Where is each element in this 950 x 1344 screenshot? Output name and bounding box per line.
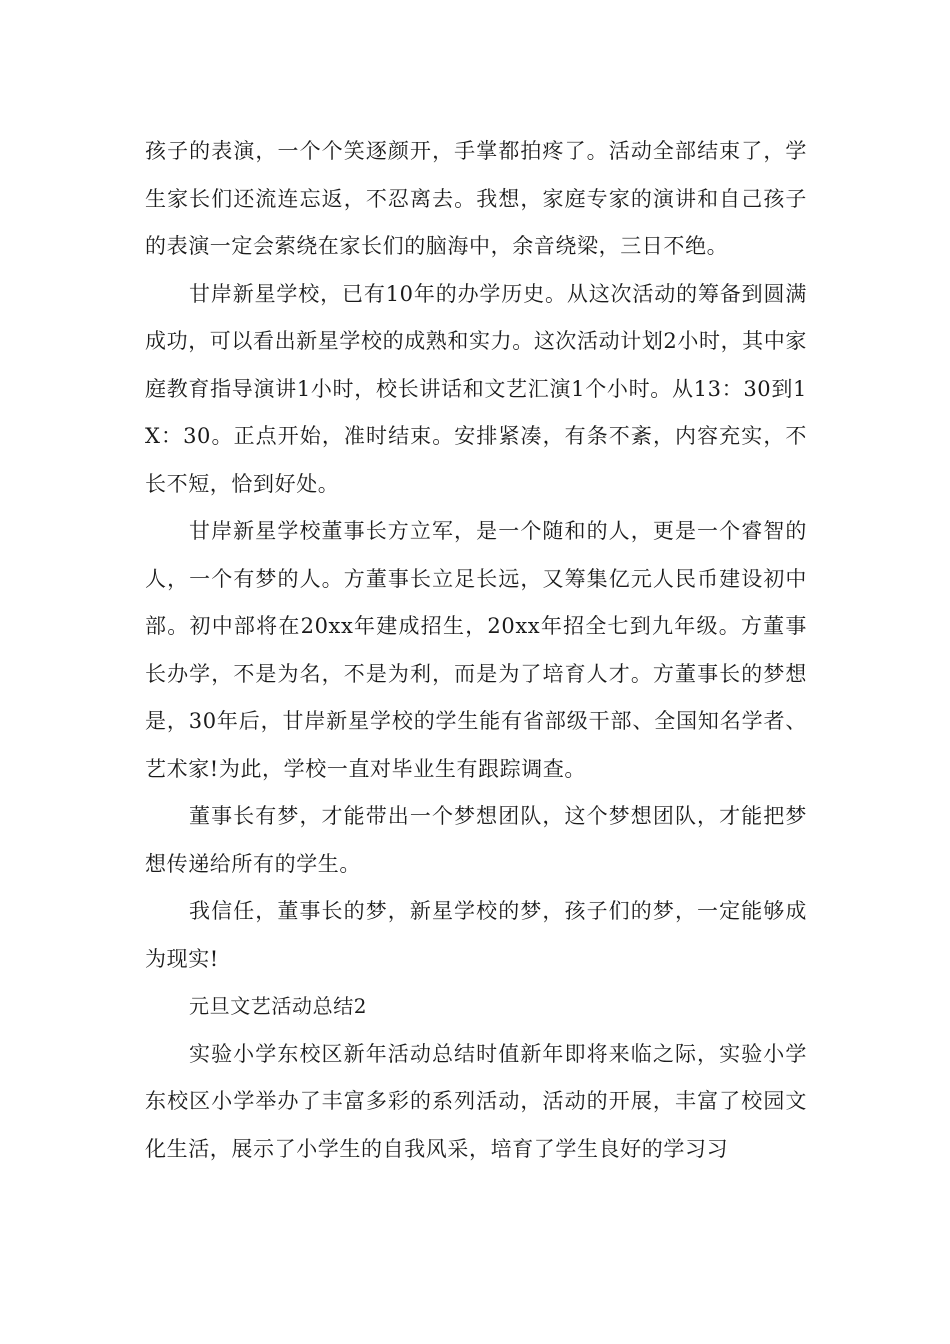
- section-heading: 元旦文艺活动总结2: [189, 994, 368, 1018]
- paragraph-2: 甘岸新星学校，已有10年的办学历史。从这次活动的筹备到圆满成功，可以看出新星学校的成熟和实力。这次活动计划2小时，其中家庭教育指导演讲1小时，校长讲话和文艺汇演1个小时。从13：30到1X：30。正点开始，准时结束。安排紧凑，有条不紊，内容充实，不长不短，恰到好处。: [145, 281, 807, 496]
- paragraph-6: 实验小学东校区新年活动总结时值新年即将来临之际，实验小学东校区小学举办了丰富多彩的系列活动，活动的开展，丰富了校园文化生活，展示了小学生的自我风采，培育了学生良好的学习习: [145, 1041, 807, 1161]
- paragraph-4: 董事长有梦，才能带出一个梦想团队，这个梦想团队，才能把梦想传递给所有的学生。: [145, 804, 807, 876]
- paragraph-3: 甘岸新星学校董事长方立军，是一个随和的人，更是一个睿智的人，一个有梦的人。方董事长立足长远，又筹集亿元人民币建设初中部。初中部将在20xx年建成招生，20xx年招全七到九年级。方董事长办学，不是为名，不是为利，而是为了培育人才。方董事长的梦想是，30年后，甘岸新星学校的学生能有省部级干部、全国知名学者、艺术家!为此，学校一直对毕业生有跟踪调查。: [145, 519, 807, 781]
- paragraph-5: 我信任，董事长的梦，新星学校的梦，孩子们的梦，一定能够成为现实!: [145, 899, 807, 971]
- paragraph-1: 孩子的表演，一个个笑逐颜开，手掌都拍疼了。活动全部结束了，学生家长们还流连忘返，不忍离去。我想，家庭专家的演讲和自己孩子的表演一定会萦绕在家长们的脑海中，余音绕梁，三日不绝。: [145, 139, 807, 258]
- document-page: [145, 128, 807, 1173]
